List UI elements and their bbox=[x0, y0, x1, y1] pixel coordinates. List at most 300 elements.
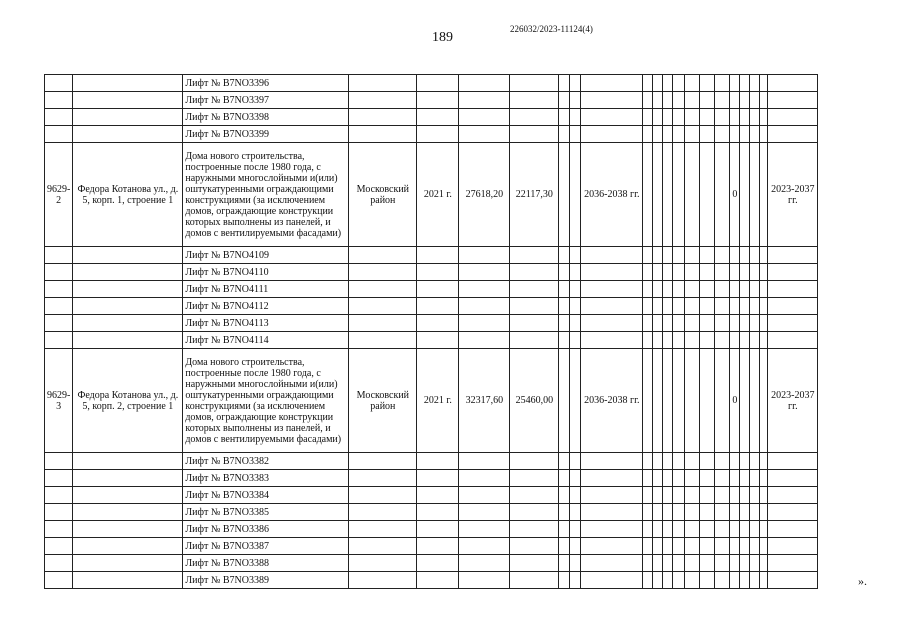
empty-cell bbox=[510, 126, 559, 143]
empty-cell bbox=[417, 470, 459, 487]
empty-cell bbox=[643, 298, 653, 315]
empty-cell bbox=[349, 298, 417, 315]
empty-cell bbox=[768, 75, 818, 92]
empty-cell bbox=[750, 143, 760, 247]
empty-cell bbox=[459, 75, 510, 92]
empty-cell bbox=[510, 109, 559, 126]
year-cell: 2021 г. bbox=[417, 349, 459, 453]
empty-cell bbox=[673, 281, 685, 298]
empty-cell bbox=[349, 538, 417, 555]
empty-cell bbox=[715, 315, 730, 332]
empty-cell bbox=[570, 453, 581, 470]
lift-row bbox=[45, 332, 818, 349]
empty-cell bbox=[581, 247, 643, 264]
empty-cell bbox=[730, 555, 740, 572]
empty-cell bbox=[73, 109, 183, 126]
empty-cell bbox=[750, 332, 760, 349]
lift-row bbox=[45, 453, 818, 470]
empty-cell bbox=[700, 332, 715, 349]
empty-cell bbox=[740, 126, 750, 143]
empty-cell bbox=[73, 315, 183, 332]
range-cell: 2023-2037 гг. bbox=[768, 349, 818, 453]
empty-cell bbox=[700, 247, 715, 264]
empty-cell bbox=[730, 538, 740, 555]
empty-cell bbox=[643, 143, 653, 247]
empty-cell bbox=[459, 315, 510, 332]
empty-cell bbox=[663, 109, 673, 126]
building-row bbox=[45, 349, 818, 453]
empty-cell bbox=[673, 453, 685, 470]
empty-cell bbox=[653, 92, 663, 109]
empty-cell bbox=[740, 349, 750, 453]
empty-cell bbox=[750, 349, 760, 453]
year-cell: 2021 г. bbox=[417, 143, 459, 247]
empty-cell bbox=[673, 504, 685, 521]
empty-cell bbox=[653, 572, 663, 589]
lift-name-cell: Лифт № B7NO4113 bbox=[183, 315, 349, 332]
empty-cell bbox=[349, 109, 417, 126]
empty-cell bbox=[459, 572, 510, 589]
empty-cell bbox=[715, 143, 730, 247]
empty-cell bbox=[700, 521, 715, 538]
empty-cell bbox=[730, 247, 740, 264]
empty-cell bbox=[750, 281, 760, 298]
empty-cell bbox=[730, 109, 740, 126]
empty-cell bbox=[417, 538, 459, 555]
empty-cell bbox=[349, 332, 417, 349]
empty-cell bbox=[750, 75, 760, 92]
empty-cell bbox=[740, 264, 750, 281]
empty-cell bbox=[685, 298, 700, 315]
row-number-cell: 9629-2 bbox=[45, 143, 73, 247]
empty-cell bbox=[45, 470, 73, 487]
empty-cell bbox=[768, 487, 818, 504]
empty-cell bbox=[570, 487, 581, 504]
empty-cell bbox=[760, 453, 768, 470]
empty-cell bbox=[459, 521, 510, 538]
empty-cell bbox=[730, 126, 740, 143]
empty-cell bbox=[643, 572, 653, 589]
empty-cell bbox=[559, 487, 570, 504]
empty-cell bbox=[581, 470, 643, 487]
empty-cell bbox=[685, 521, 700, 538]
empty-cell bbox=[570, 298, 581, 315]
empty-cell bbox=[559, 470, 570, 487]
lift-name-cell: Лифт № B7NO3388 bbox=[183, 555, 349, 572]
empty-cell bbox=[417, 281, 459, 298]
empty-cell bbox=[750, 504, 760, 521]
empty-cell bbox=[730, 487, 740, 504]
empty-cell bbox=[653, 281, 663, 298]
empty-cell bbox=[750, 315, 760, 332]
empty-cell bbox=[570, 75, 581, 92]
lift-row bbox=[45, 264, 818, 281]
empty-cell bbox=[510, 281, 559, 298]
lift-name-cell: Лифт № B7NO3383 bbox=[183, 470, 349, 487]
empty-cell bbox=[673, 75, 685, 92]
empty-cell bbox=[760, 521, 768, 538]
empty-cell bbox=[715, 538, 730, 555]
empty-cell bbox=[570, 92, 581, 109]
lift-row bbox=[45, 75, 818, 92]
empty-cell bbox=[349, 75, 417, 92]
empty-cell bbox=[673, 143, 685, 247]
empty-cell bbox=[510, 315, 559, 332]
building-type-cell: Дома нового строительства, построенные после 1980 года, с наружными многослойными и(или) оштукатуренными ограждающими конструкциями (за исключением домов, ограждающие конструкции которых выполнены из панелей, и домов с вентилируемыми фасадами) bbox=[183, 143, 349, 247]
empty-cell bbox=[45, 247, 73, 264]
empty-cell bbox=[673, 555, 685, 572]
lift-name-cell: Лифт № B7NO3397 bbox=[183, 92, 349, 109]
empty-cell bbox=[663, 555, 673, 572]
empty-cell bbox=[45, 281, 73, 298]
empty-cell bbox=[643, 75, 653, 92]
empty-cell bbox=[700, 92, 715, 109]
empty-cell bbox=[510, 487, 559, 504]
empty-cell bbox=[653, 555, 663, 572]
empty-cell bbox=[760, 143, 768, 247]
lift-row bbox=[45, 281, 818, 298]
lift-row bbox=[45, 487, 818, 504]
empty-cell bbox=[740, 470, 750, 487]
empty-cell bbox=[730, 504, 740, 521]
empty-cell bbox=[740, 281, 750, 298]
empty-cell bbox=[73, 126, 183, 143]
empty-cell bbox=[570, 126, 581, 143]
empty-cell bbox=[417, 332, 459, 349]
empty-cell bbox=[673, 126, 685, 143]
empty-cell bbox=[700, 538, 715, 555]
empty-cell bbox=[715, 264, 730, 281]
empty-cell bbox=[685, 332, 700, 349]
empty-cell bbox=[685, 264, 700, 281]
empty-cell bbox=[417, 247, 459, 264]
district-cell: Московский район bbox=[349, 349, 417, 453]
empty-cell bbox=[45, 538, 73, 555]
empty-cell bbox=[760, 470, 768, 487]
empty-cell bbox=[700, 453, 715, 470]
empty-cell bbox=[715, 453, 730, 470]
empty-cell bbox=[685, 349, 700, 453]
empty-cell bbox=[73, 504, 183, 521]
empty-cell bbox=[349, 453, 417, 470]
empty-cell bbox=[700, 109, 715, 126]
empty-cell bbox=[685, 126, 700, 143]
empty-cell bbox=[768, 315, 818, 332]
empty-cell bbox=[663, 521, 673, 538]
empty-cell bbox=[417, 264, 459, 281]
empty-cell bbox=[730, 470, 740, 487]
empty-cell bbox=[715, 572, 730, 589]
empty-cell bbox=[673, 109, 685, 126]
empty-cell bbox=[459, 453, 510, 470]
table-body bbox=[45, 75, 818, 589]
empty-cell bbox=[417, 298, 459, 315]
empty-cell bbox=[760, 247, 768, 264]
empty-cell bbox=[510, 332, 559, 349]
lifts-table bbox=[44, 74, 818, 589]
empty-cell bbox=[750, 109, 760, 126]
empty-cell bbox=[663, 126, 673, 143]
empty-cell bbox=[673, 572, 685, 589]
empty-cell bbox=[570, 349, 581, 453]
empty-cell bbox=[581, 521, 643, 538]
empty-cell bbox=[750, 247, 760, 264]
empty-cell bbox=[685, 92, 700, 109]
empty-cell bbox=[459, 555, 510, 572]
empty-cell bbox=[417, 315, 459, 332]
empty-cell bbox=[663, 504, 673, 521]
empty-cell bbox=[715, 504, 730, 521]
empty-cell bbox=[760, 504, 768, 521]
empty-cell bbox=[740, 572, 750, 589]
empty-cell bbox=[570, 143, 581, 247]
empty-cell bbox=[673, 538, 685, 555]
empty-cell bbox=[559, 126, 570, 143]
empty-cell bbox=[685, 109, 700, 126]
empty-cell bbox=[663, 572, 673, 589]
empty-cell bbox=[73, 470, 183, 487]
empty-cell bbox=[643, 521, 653, 538]
empty-cell bbox=[417, 521, 459, 538]
empty-cell bbox=[700, 349, 715, 453]
empty-cell bbox=[715, 470, 730, 487]
empty-cell bbox=[73, 572, 183, 589]
empty-cell bbox=[643, 504, 653, 521]
empty-cell bbox=[643, 555, 653, 572]
lift-row bbox=[45, 572, 818, 589]
empty-cell bbox=[653, 109, 663, 126]
empty-cell bbox=[559, 349, 570, 453]
empty-cell bbox=[740, 332, 750, 349]
building-type-cell: Дома нового строительства, построенные после 1980 года, с наружными многослойными и(или) оштукатуренными ограждающими конструкциями (за исключением домов, ограждающие конструкции которых выполнены из панелей, и домов с вентилируемыми фасадами) bbox=[183, 349, 349, 453]
empty-cell bbox=[73, 453, 183, 470]
period-cell: 2036-2038 гг. bbox=[581, 143, 643, 247]
empty-cell bbox=[417, 75, 459, 92]
empty-cell bbox=[349, 126, 417, 143]
empty-cell bbox=[559, 332, 570, 349]
empty-cell bbox=[510, 572, 559, 589]
empty-cell bbox=[740, 75, 750, 92]
empty-cell bbox=[730, 315, 740, 332]
empty-cell bbox=[768, 504, 818, 521]
area-living-cell: 22117,30 bbox=[510, 143, 559, 247]
empty-cell bbox=[750, 538, 760, 555]
empty-cell bbox=[510, 521, 559, 538]
empty-cell bbox=[715, 75, 730, 92]
lift-row bbox=[45, 504, 818, 521]
empty-cell bbox=[45, 298, 73, 315]
empty-cell bbox=[581, 298, 643, 315]
empty-cell bbox=[570, 281, 581, 298]
empty-cell bbox=[653, 487, 663, 504]
empty-cell bbox=[685, 572, 700, 589]
closing-mark: ». bbox=[858, 574, 867, 588]
empty-cell bbox=[570, 538, 581, 555]
empty-cell bbox=[760, 264, 768, 281]
empty-cell bbox=[559, 555, 570, 572]
empty-cell bbox=[715, 487, 730, 504]
empty-cell bbox=[750, 298, 760, 315]
empty-cell bbox=[653, 349, 663, 453]
empty-cell bbox=[559, 298, 570, 315]
empty-cell bbox=[643, 315, 653, 332]
lift-name-cell: Лифт № B7NO4109 bbox=[183, 247, 349, 264]
empty-cell bbox=[45, 92, 73, 109]
empty-cell bbox=[459, 470, 510, 487]
empty-cell bbox=[459, 298, 510, 315]
empty-cell bbox=[760, 109, 768, 126]
empty-cell bbox=[740, 555, 750, 572]
empty-cell bbox=[663, 281, 673, 298]
lift-row bbox=[45, 555, 818, 572]
lift-name-cell: Лифт № B7NO4110 bbox=[183, 264, 349, 281]
empty-cell bbox=[653, 521, 663, 538]
lift-name-cell: Лифт № B7NO3386 bbox=[183, 521, 349, 538]
empty-cell bbox=[643, 264, 653, 281]
empty-cell bbox=[459, 92, 510, 109]
empty-cell bbox=[715, 126, 730, 143]
empty-cell bbox=[510, 453, 559, 470]
lift-row bbox=[45, 521, 818, 538]
empty-cell bbox=[417, 126, 459, 143]
row-number-cell: 9629-3 bbox=[45, 349, 73, 453]
empty-cell bbox=[768, 126, 818, 143]
empty-cell bbox=[643, 332, 653, 349]
area-living-cell: 25460,00 bbox=[510, 349, 559, 453]
empty-cell bbox=[673, 487, 685, 504]
empty-cell bbox=[750, 572, 760, 589]
empty-cell bbox=[643, 109, 653, 126]
lift-row bbox=[45, 92, 818, 109]
empty-cell bbox=[760, 298, 768, 315]
empty-cell bbox=[700, 555, 715, 572]
address-cell: Федора Котанова ул., д. 5, корп. 2, строение 1 bbox=[73, 349, 183, 453]
empty-cell bbox=[768, 298, 818, 315]
empty-cell bbox=[730, 298, 740, 315]
empty-cell bbox=[643, 126, 653, 143]
empty-cell bbox=[740, 109, 750, 126]
empty-cell bbox=[349, 521, 417, 538]
empty-cell bbox=[673, 521, 685, 538]
empty-cell bbox=[653, 298, 663, 315]
empty-cell bbox=[570, 572, 581, 589]
empty-cell bbox=[740, 143, 750, 247]
lift-name-cell: Лифт № B7NO4112 bbox=[183, 298, 349, 315]
zero-cell: 0 bbox=[730, 143, 740, 247]
empty-cell bbox=[559, 92, 570, 109]
empty-cell bbox=[73, 332, 183, 349]
empty-cell bbox=[581, 281, 643, 298]
empty-cell bbox=[740, 521, 750, 538]
empty-cell bbox=[643, 487, 653, 504]
empty-cell bbox=[581, 264, 643, 281]
address-cell: Федора Котанова ул., д. 5, корп. 1, строение 1 bbox=[73, 143, 183, 247]
empty-cell bbox=[760, 487, 768, 504]
empty-cell bbox=[349, 92, 417, 109]
empty-cell bbox=[715, 298, 730, 315]
empty-cell bbox=[510, 538, 559, 555]
empty-cell bbox=[559, 521, 570, 538]
empty-cell bbox=[750, 487, 760, 504]
empty-cell bbox=[715, 332, 730, 349]
empty-cell bbox=[459, 332, 510, 349]
empty-cell bbox=[510, 264, 559, 281]
lift-row bbox=[45, 109, 818, 126]
empty-cell bbox=[730, 92, 740, 109]
lift-name-cell: Лифт № B7NO4114 bbox=[183, 332, 349, 349]
empty-cell bbox=[559, 504, 570, 521]
empty-cell bbox=[581, 538, 643, 555]
empty-cell bbox=[730, 453, 740, 470]
empty-cell bbox=[685, 538, 700, 555]
empty-cell bbox=[570, 504, 581, 521]
empty-cell bbox=[663, 487, 673, 504]
empty-cell bbox=[570, 109, 581, 126]
empty-cell bbox=[663, 92, 673, 109]
empty-cell bbox=[653, 75, 663, 92]
empty-cell bbox=[459, 504, 510, 521]
empty-cell bbox=[768, 453, 818, 470]
lift-row bbox=[45, 538, 818, 555]
empty-cell bbox=[768, 521, 818, 538]
empty-cell bbox=[45, 332, 73, 349]
empty-cell bbox=[740, 504, 750, 521]
empty-cell bbox=[459, 126, 510, 143]
empty-cell bbox=[73, 555, 183, 572]
empty-cell bbox=[643, 281, 653, 298]
empty-cell bbox=[740, 453, 750, 470]
empty-cell bbox=[760, 315, 768, 332]
empty-cell bbox=[700, 504, 715, 521]
empty-cell bbox=[417, 487, 459, 504]
empty-cell bbox=[581, 109, 643, 126]
empty-cell bbox=[417, 555, 459, 572]
empty-cell bbox=[581, 453, 643, 470]
empty-cell bbox=[740, 487, 750, 504]
empty-cell bbox=[510, 92, 559, 109]
empty-cell bbox=[768, 572, 818, 589]
empty-cell bbox=[750, 470, 760, 487]
empty-cell bbox=[459, 538, 510, 555]
empty-cell bbox=[349, 487, 417, 504]
empty-cell bbox=[715, 349, 730, 453]
lift-name-cell: Лифт № B7NO3382 bbox=[183, 453, 349, 470]
empty-cell bbox=[349, 572, 417, 589]
empty-cell bbox=[643, 92, 653, 109]
empty-cell bbox=[685, 504, 700, 521]
empty-cell bbox=[673, 298, 685, 315]
empty-cell bbox=[740, 538, 750, 555]
empty-cell bbox=[417, 109, 459, 126]
empty-cell bbox=[700, 264, 715, 281]
empty-cell bbox=[760, 281, 768, 298]
empty-cell bbox=[510, 75, 559, 92]
empty-cell bbox=[768, 281, 818, 298]
area-total-cell: 27618,20 bbox=[459, 143, 510, 247]
empty-cell bbox=[417, 92, 459, 109]
empty-cell bbox=[349, 264, 417, 281]
empty-cell bbox=[73, 92, 183, 109]
empty-cell bbox=[510, 298, 559, 315]
empty-cell bbox=[45, 521, 73, 538]
empty-cell bbox=[73, 281, 183, 298]
empty-cell bbox=[349, 504, 417, 521]
empty-cell bbox=[581, 572, 643, 589]
empty-cell bbox=[653, 264, 663, 281]
empty-cell bbox=[663, 332, 673, 349]
area-total-cell: 32317,60 bbox=[459, 349, 510, 453]
empty-cell bbox=[730, 264, 740, 281]
